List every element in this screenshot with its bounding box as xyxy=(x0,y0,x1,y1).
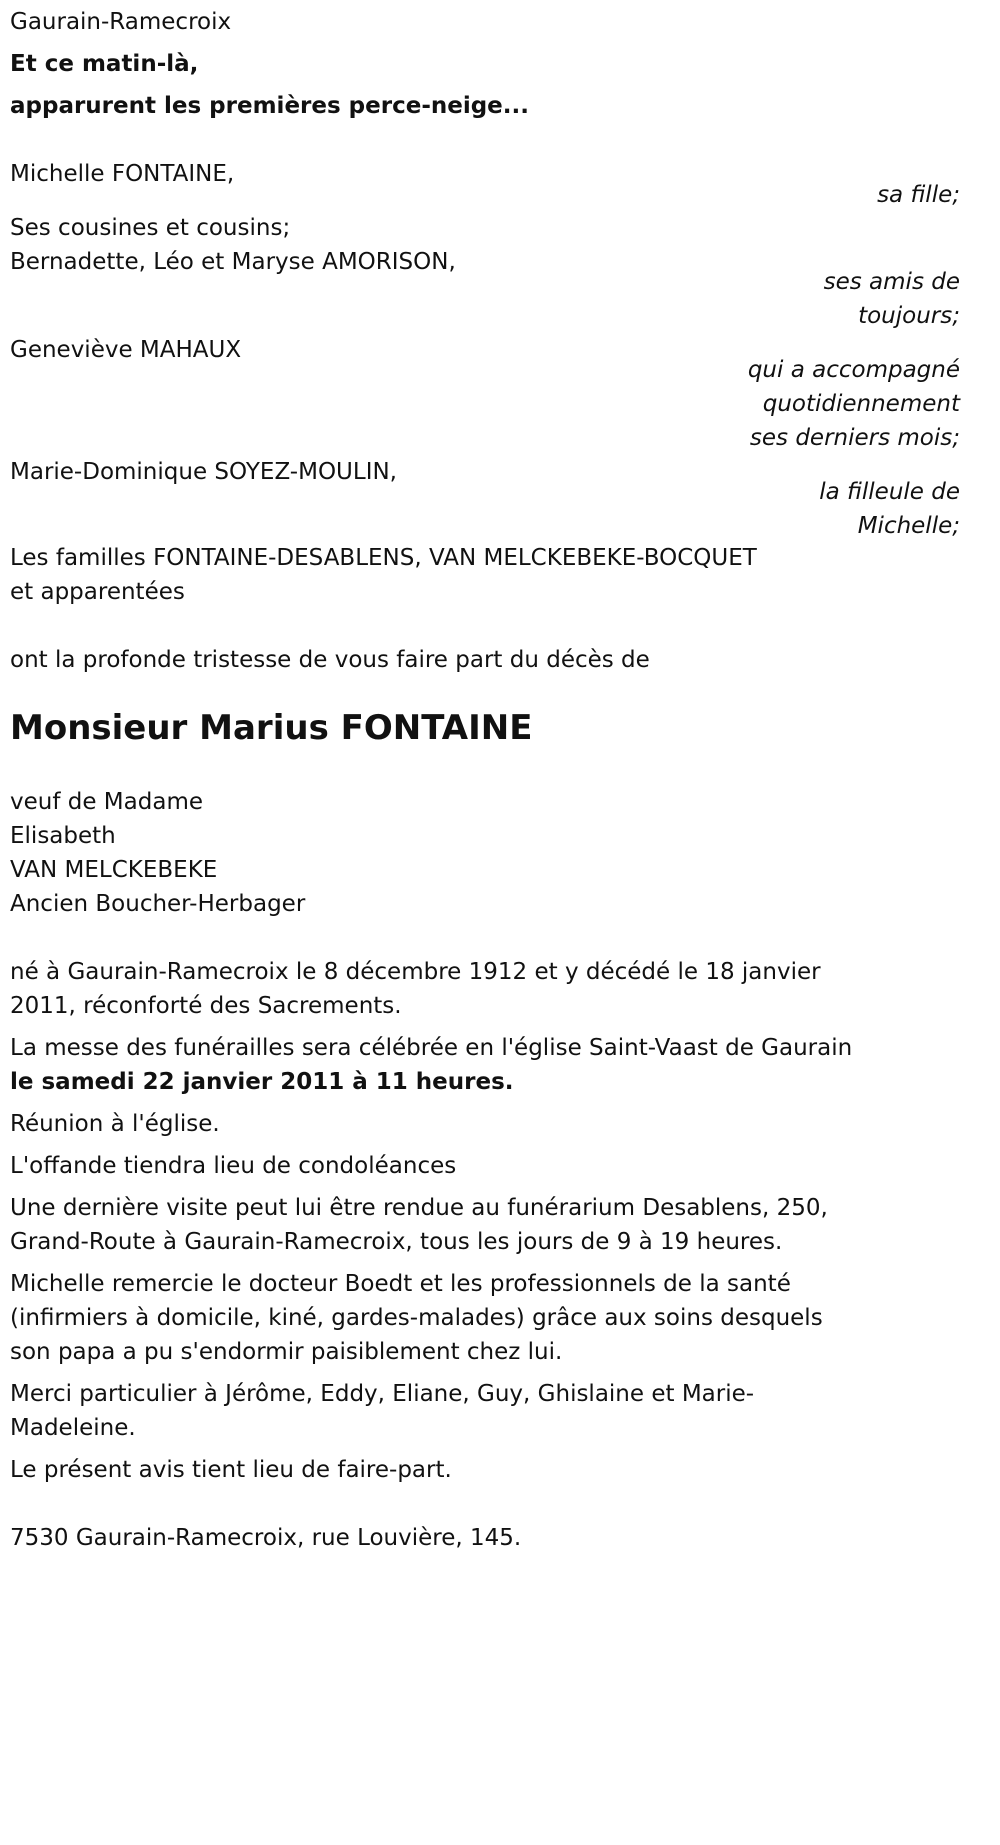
notice-text: Le présent avis tient lieu de faire-part. xyxy=(10,1457,452,1483)
families-line-1: Les familles FONTAINE-DESABLENS, VAN MELCKEBEKE-BOCQUET xyxy=(10,545,757,571)
deceased-name: Monsieur Marius FONTAINE xyxy=(10,708,533,748)
family-member-michelle: Michelle FONTAINE, xyxy=(10,161,235,187)
role-mahaux-1: qui a accompagné xyxy=(747,357,960,383)
birth-death-line-1: né à Gaurain-Ramecroix le 8 décembre 1912 et y décédé le 18 janvier xyxy=(10,959,821,985)
announcement-text: ont la profonde tristesse de vous faire part du décès de xyxy=(10,647,650,673)
birth-death-line-2: 2011, réconforté des Sacrements. xyxy=(10,993,402,1019)
offering-text: L'offande tiendra lieu de condoléances xyxy=(10,1153,457,1179)
spouse-last-name: VAN MELCKEBEKE xyxy=(10,857,218,883)
profession: Ancien Boucher-Herbager xyxy=(10,891,306,917)
family-cousins: Ses cousines et cousins; xyxy=(10,215,291,241)
thanks-line-1: Michelle remercie le docteur Boedt et les professionnels de la santé xyxy=(10,1271,791,1297)
special-thanks-line-2: Madeleine. xyxy=(10,1415,136,1441)
quote-line-1: Et ce matin-là, xyxy=(10,51,199,77)
town-heading: Gaurain-Ramecroix xyxy=(10,9,232,35)
mass-date: le samedi 22 janvier 2011 à 11 heures. xyxy=(10,1069,514,1095)
role-mahaux-3: ses derniers mois; xyxy=(749,425,960,451)
home-address: 7530 Gaurain-Ramecroix, rue Louvière, 145. xyxy=(10,1525,522,1551)
role-amorison-2: toujours; xyxy=(858,303,960,329)
reunion-text: Réunion à l'église. xyxy=(10,1111,220,1137)
spouse-first-name: Elisabeth xyxy=(10,823,116,849)
role-amorison-1: ses amis de xyxy=(823,269,960,295)
visit-line-2: Grand-Route à Gaurain-Ramecroix, tous les jours de 9 à 19 heures. xyxy=(10,1229,783,1255)
mass-location: La messe des funérailles sera célébrée en l'église Saint-Vaast de Gaurain xyxy=(10,1035,853,1061)
thanks-line-2: (infirmiers à domicile, kiné, gardes-malades) grâce aux soins desquels xyxy=(10,1305,823,1331)
special-thanks-line-1: Merci particulier à Jérôme, Eddy, Eliane, Guy, Ghislaine et Marie- xyxy=(10,1381,755,1407)
family-amorison: Bernadette, Léo et Maryse AMORISON, xyxy=(10,249,456,275)
quote-line-2: apparurent les premières perce-neige... xyxy=(10,93,529,119)
role-mahaux-2: quotidiennement xyxy=(762,391,960,417)
family-mahaux: Geneviève MAHAUX xyxy=(10,337,242,363)
role-soyez-2: Michelle; xyxy=(857,513,960,539)
families-line-2: et apparentées xyxy=(10,579,185,605)
role-soyez-1: la filleule de xyxy=(819,479,960,505)
visit-line-1: Une dernière visite peut lui être rendue au funérarium Desablens, 250, xyxy=(10,1195,828,1221)
role-michelle: sa fille; xyxy=(877,182,960,208)
thanks-line-3: son papa a pu s'endormir paisiblement chez lui. xyxy=(10,1339,563,1365)
family-soyez: Marie-Dominique SOYEZ-MOULIN, xyxy=(10,459,397,485)
widower-line: veuf de Madame xyxy=(10,789,203,815)
